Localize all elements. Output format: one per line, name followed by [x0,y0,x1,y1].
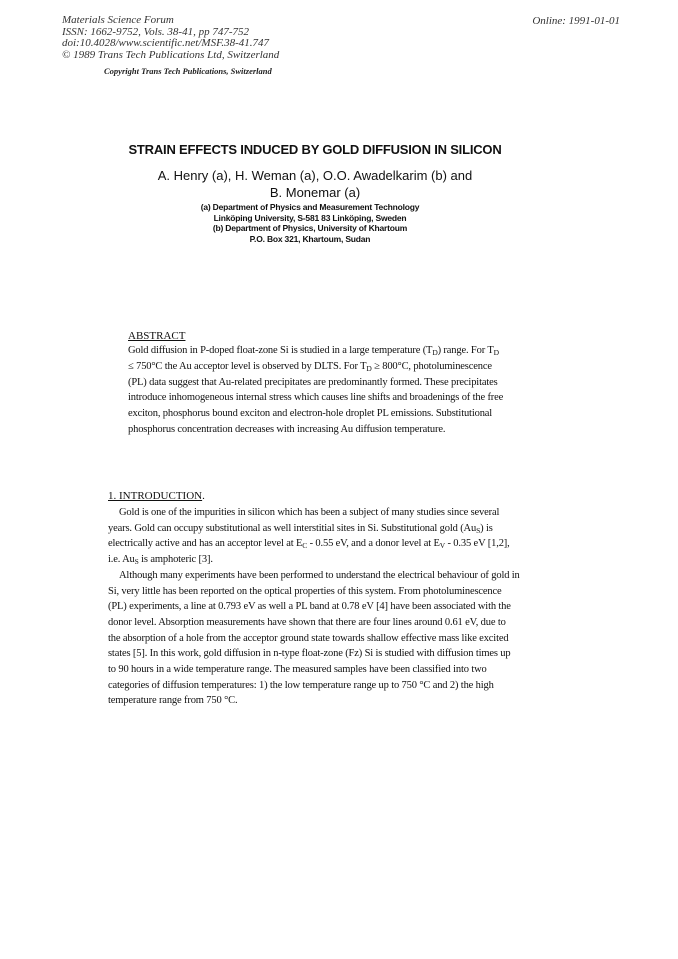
abstract-line: exciton, phosphorus bound exciton and electron-hole droplet PL emissions. Substitutional [128,408,493,420]
abstract-body [128,343,533,438]
affiliation-line: P.O. Box 321, Khartoum, Sudan [249,233,371,244]
online-date: Online: 1991-01-01 [532,15,620,27]
abstract-line: (PL) data suggest that Au-related precipitates are predominantly formed. These precipitates [128,376,498,388]
abstract-line: introduce inhomogeneous internal stress which causes line shifts and broadenings of the free [128,392,504,404]
author-line: B. Monemar (a) [269,185,361,200]
abstract-line: phosphorus concentration decreases with increasing Au diffusion temperature. [128,423,446,435]
abstract-line: Gold diffusion in P-doped float-zone Si is studied in a large temperature $(T_D)$ range. For $T_D$ [128,345,499,357]
abstract-line: ≤ 750°C the Au acceptor level is observed by DLTS. For $T_D \ge 800^\circ C$, photoluminescence [128,360,492,373]
affiliation-line: Linköping University, S-581 83 Linköping, Sweden [213,212,407,223]
intro-line: i.e. $Au_S$ is amphoteric [3]. [108,554,213,567]
author-list [140,167,490,201]
issn-line: ISSN: 1662-9752, Vols. 38-41, pp 747-752 [62,25,249,38]
introduction-heading: 1. INTRODUCTION. [108,490,205,502]
intro-line: states [5]. In this work, gold diffusion in n-type float-zone (Fz) Si is studied with diffusion times up [108,648,511,660]
intro-line: Si, very little has been reported on the optical properties of this system. From photoluminescence [108,585,502,597]
affiliations [190,202,430,244]
affiliation-line: (a) Department of Physics and Measurement Technology [200,202,420,212]
journal-name: Materials Science Forum [62,14,174,26]
author-line: A. Henry (a), H. Weman (a), O.O. Awadelkarim (b) and [157,168,473,183]
intro-line: Although many experiments have been performed to understand the electrical behaviour of gold in [119,569,520,581]
intro-line: electrically active and has an acceptor level at $E_C - 0.55$ eV, and a donor level at $E_V - 0.35$ eV [1,2], [108,538,510,551]
abstract-heading: ABSTRACT [128,330,186,342]
intro-line: (PL) experiments, a line at 0.793 eV as well a PL band at 0.78 eV [4] have been associated with the [108,601,511,613]
affiliation-line: (b) Department of Physics, University of Khartoum [212,223,408,233]
intro-line: to 90 hours in a wide temperature range. The measured samples have been classified into two [108,664,487,676]
intro-line: donor level. Absorption measurements have shown that there are four lines around 0.61 eV, due to [108,616,506,628]
intro-line: Gold is one of the impurities in silicon which has been a subject of many studies since several [119,507,500,518]
publisher-copyright: © 1989 Trans Tech Publications Ltd, Switzerland [62,48,280,61]
intro-line: years. Gold can occupy substitutional as well interstitial sites in Si. Substitutional gold $(Au_S)$ is [108,522,493,535]
journal-header [62,15,392,61]
paper-title: STRAIN EFFECTS INDUCED BY GOLD DIFFUSION IN SILICON [128,142,502,157]
copyright-stamp: Copyright Trans Tech Publications, Switzerland [104,66,272,76]
intro-line: categories of diffusion temperatures: 1) the low temperature range up to 750 °C and 2) the high [108,679,494,691]
introduction-body [108,505,548,709]
doi-line: doi:10.4028/www.scientific.net/MSF.38-41.747 [62,37,270,49]
intro-line: the absorption of a hole from the acceptor ground state towards shallow effective mass like excited [108,632,509,644]
intro-line: temperature range from 750 °C. [108,695,238,707]
